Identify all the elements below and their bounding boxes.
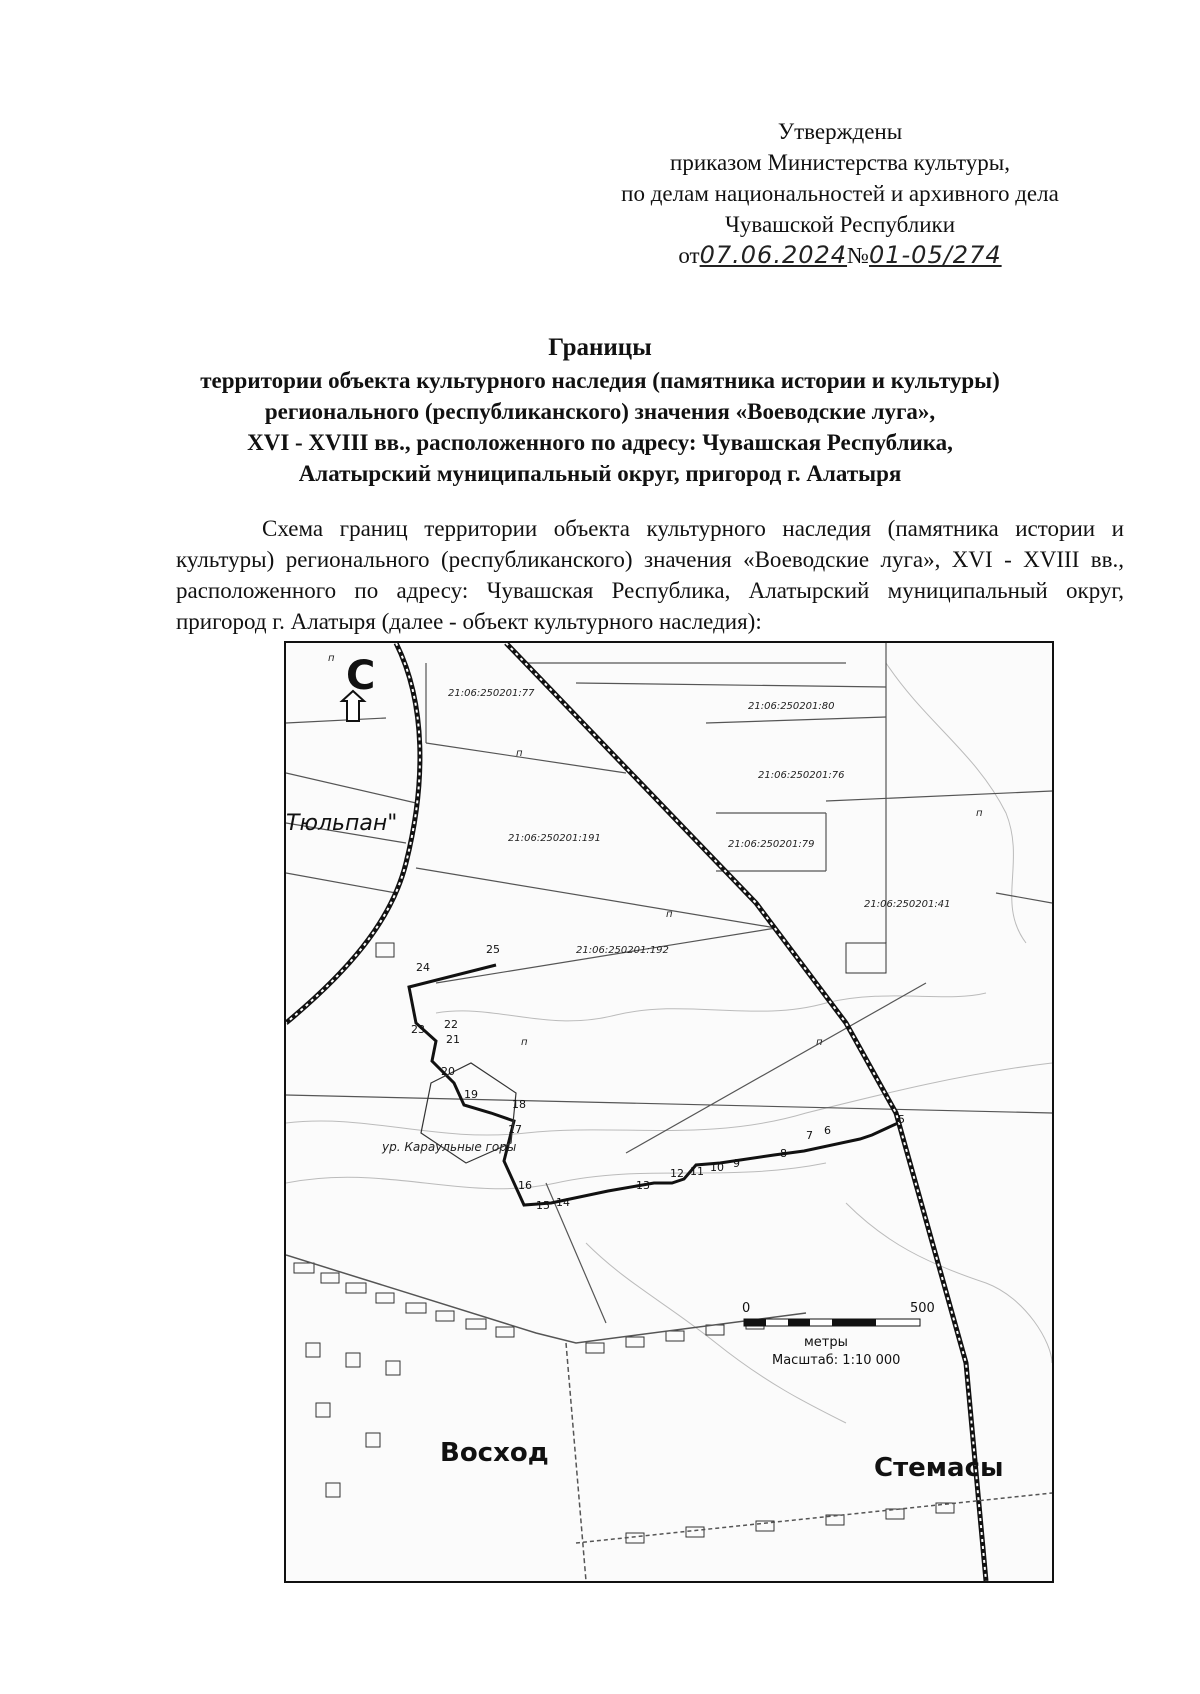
north-label: С <box>346 653 376 699</box>
terrain-lines <box>286 663 1052 1423</box>
place-voskhod: Восход <box>440 1438 549 1468</box>
land-marker: п <box>328 653 335 664</box>
land-marker: п <box>666 909 673 920</box>
place-tulpan: Тюльпан" <box>286 811 398 836</box>
scale-bar <box>744 1319 920 1326</box>
boundary-point: 24 <box>416 961 430 974</box>
handwritten-date: 07.06.2024 <box>699 241 848 269</box>
boundary-point: 23 <box>411 1023 425 1036</box>
boundary-point: 11 <box>690 1165 704 1178</box>
boundary-point: 13 <box>636 1179 650 1192</box>
cadastral-191: 21:06:250201:191 <box>508 833 601 844</box>
handwritten-number: 01-05/274 <box>868 241 1002 269</box>
boundary-point: 9 <box>733 1157 740 1170</box>
scale-start: 0 <box>742 1301 751 1316</box>
title-line-1: территории объекта культурного наследия (памятника истории и культуры) <box>200 368 1000 393</box>
title-line-2: регионального (республиканского) значения «Воеводские луга», <box>264 399 936 424</box>
boundary-point: 14 <box>556 1196 570 1209</box>
boundary-point: 6 <box>824 1124 831 1137</box>
scheme-paragraph: Схема границ территории объекта культурного наследия (памятника истории и культуры) регионального (республиканского) значения «Воеводские луга», XVI - XVIII вв., расположенного по адресу: Чувашская Республика, Алатырский муниципальный округ, пригород г. Алатыря (далее - объект культурного наследия): <box>176 516 1124 634</box>
document-title <box>150 332 1050 489</box>
boundary-point: 16 <box>518 1179 532 1192</box>
boundary-point: 22 <box>444 1018 458 1031</box>
approval-line-2: приказом Министерства культуры, <box>670 150 1010 175</box>
cadastral-76: 21:06:250201:76 <box>758 770 845 781</box>
land-marker: п <box>516 748 523 759</box>
approval-date-line <box>560 240 1120 271</box>
land-marker: п <box>521 1037 528 1048</box>
boundary-point: 19 <box>464 1088 478 1101</box>
railway-diagonal <box>506 643 986 1581</box>
cadastral-41: 21:06:250201:41 <box>864 899 951 910</box>
land-marker: п <box>816 1037 823 1048</box>
boundary-point: 25 <box>486 943 500 956</box>
cadastral-79: 21:06:250201:79 <box>728 839 815 850</box>
scale-end: 500 <box>910 1301 935 1316</box>
approval-line-1: Утверждены <box>777 119 903 144</box>
land-marker: п <box>976 808 983 819</box>
date-prefix: от <box>678 243 700 268</box>
boundary-point: 17 <box>508 1123 522 1136</box>
approval-line-4: Чувашской Республики <box>724 212 956 237</box>
boundary-point: 12 <box>670 1167 684 1180</box>
title-heading: Границы <box>548 334 652 361</box>
scale-text: Масштаб: 1:10 000 <box>772 1353 901 1368</box>
boundary-point: 21 <box>446 1033 460 1046</box>
boundary-point: 10 <box>710 1161 724 1174</box>
place-stemasy: Стемасы <box>874 1453 1004 1483</box>
village-blocks <box>294 943 954 1543</box>
boundary-point: 18 <box>512 1098 526 1111</box>
boundary-point: 15 <box>536 1199 550 1212</box>
boundary-point: 8 <box>780 1147 787 1160</box>
scale-unit: метры <box>804 1335 848 1350</box>
parcel-lines <box>286 643 1052 1323</box>
title-line-3: XVI - XVIII вв., расположенного по адресу: Чувашская Республика, <box>247 430 953 455</box>
title-line-4: Алатырский муниципальный округ, пригород г. Алатыря <box>298 461 902 486</box>
approval-line-3: по делам национальностей и архивного дела <box>621 181 1059 206</box>
boundary-point: 7 <box>806 1129 813 1142</box>
boundary-point: 5 <box>898 1113 905 1126</box>
boundary-point: 20 <box>441 1065 455 1078</box>
map-drawing <box>286 643 1052 1581</box>
tract-label: ур. Караульные горы <box>382 1140 517 1154</box>
cadastral-77: 21:06:250201:77 <box>448 688 535 699</box>
number-prefix: № <box>847 243 869 268</box>
cadastral-80: 21:06:250201:80 <box>748 701 835 712</box>
approval-block <box>560 116 1120 271</box>
boundary-map <box>284 641 1054 1583</box>
monument-boundary <box>409 965 898 1205</box>
cadastral-192: 21:06:250201:192 <box>576 945 669 956</box>
